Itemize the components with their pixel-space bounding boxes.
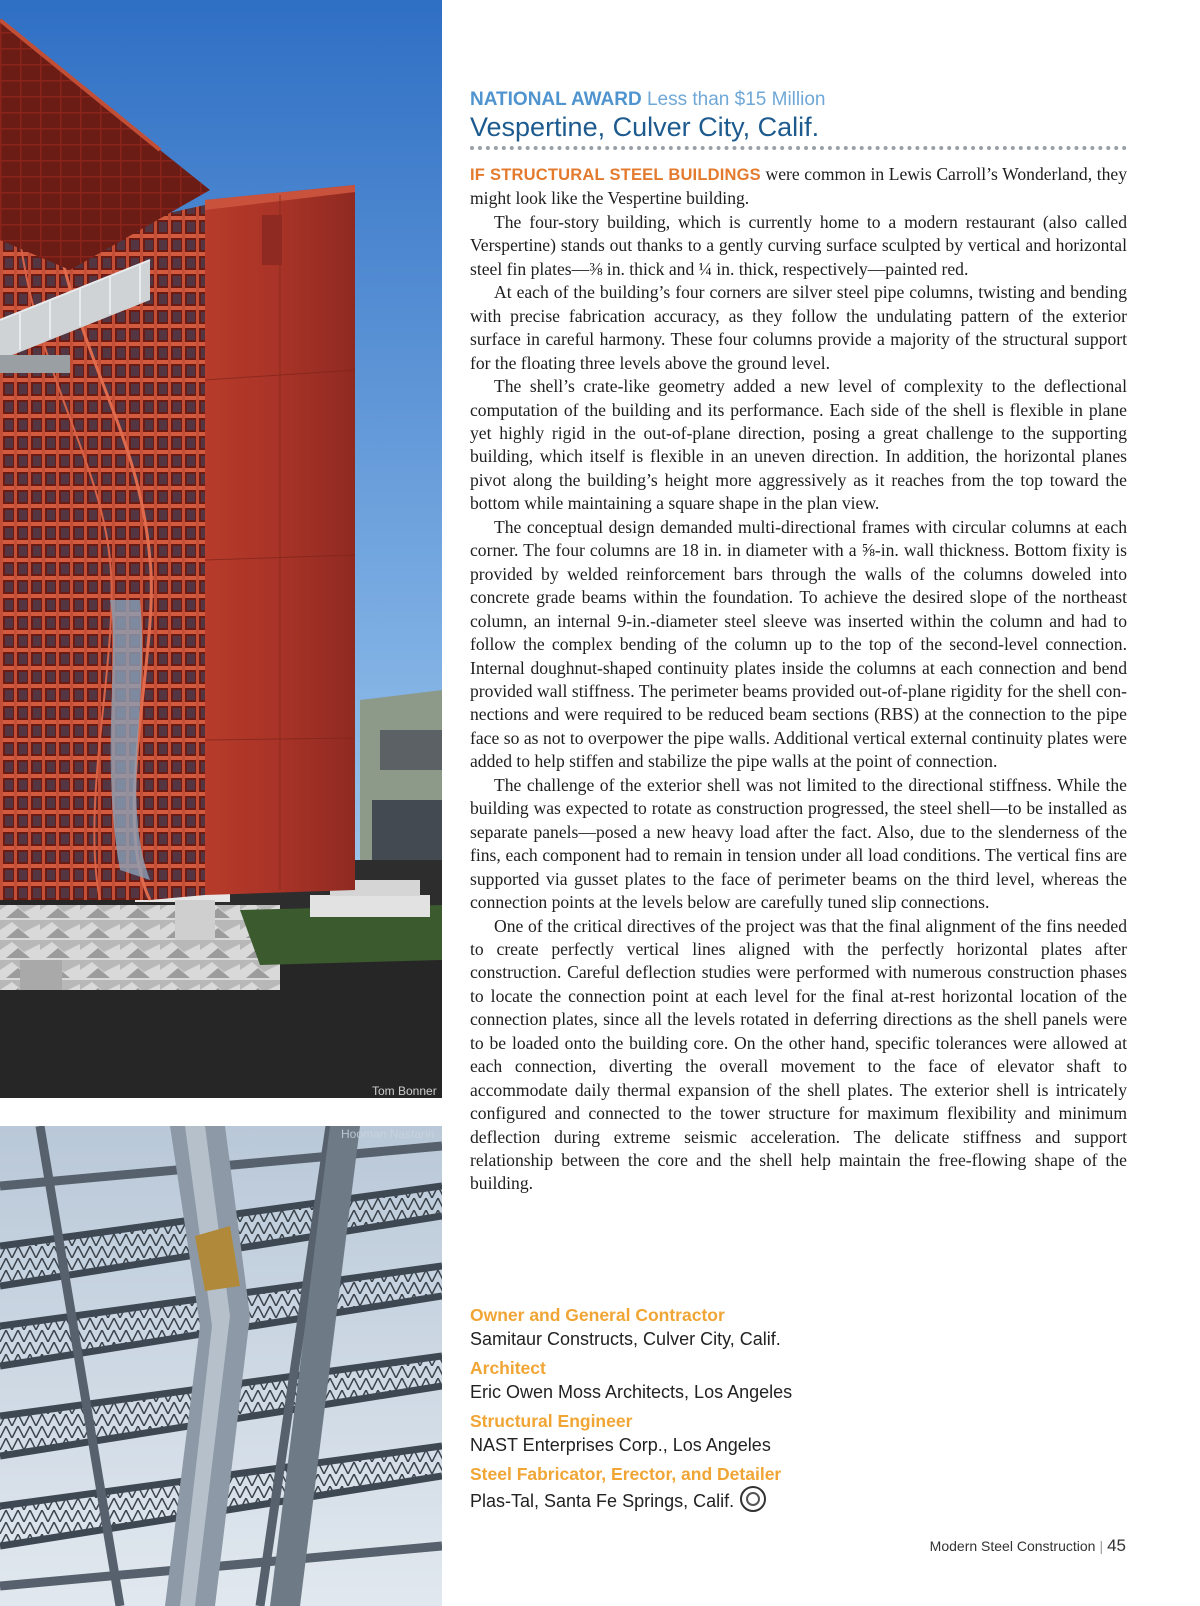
building-photo [0, 0, 442, 1098]
steel-frame-illustration [0, 1126, 442, 1606]
red-building-illustration [0, 0, 442, 1098]
credit-role: Architect [470, 1358, 546, 1378]
paragraph-7: One of the critical directives of the project was that the final alignment of the fins needed to create perfectly vertical lines aligned with the perfectly horizontal plates after construction. Careful deflection studies were performed with numerous construction phases to locate the connection point at each level for the final at-rest horizontal location of the connection plates, since all the levels rotated in deferring directions as the shell panels were to be loaded onto the building core. On the other hand, specific tolerances were allowed at each connection, diverting the overall movement to the face of elevator shaft to accommodate daily thermal expansion of the shell plates. The exterior shell is intricately configured and connected to the tower structure for maximum flexibility and minimum deflection during extreme seismic acceleration. The delicate stiffness and support relationship between the core and the shell help maintain the free-flowing shape of the building. [470, 915, 1127, 1194]
paragraph-text: were common in Lewis Carroll’s Wonderland, they might look like the Vespertine building. [470, 164, 1127, 209]
credit-name: Plas-Tal, Santa Fe Springs, Calif. [470, 1491, 735, 1511]
dotted-divider [470, 146, 1127, 150]
photo-credit-bottom: Hooman Nastarin [341, 1127, 435, 1141]
paragraph-4: The shell’s crate-like geometry added a new level of complexity to the deflectional computation of the building and its performance. Each side of the shell is flexible in plane yet highly rigid in the out-of-plane direction, posing a great challenge to the supporting building, which itself is flexible in an uneven direction. In addition, the horizontal planes pivot along the building’s height more aggressively as it reaches from the top toward the bottom while maintaining a square shape in the plan view. [470, 376, 1127, 514]
credit-role: Structural Engineer [470, 1411, 633, 1431]
project-team [470, 1303, 1127, 1518]
credit-role: Owner and General Contractor [470, 1305, 725, 1325]
credit-name: NAST Enterprises Corp., Los Angeles [470, 1435, 771, 1455]
paragraph-5: The conceptual design demanded multi-directional frames with circular columns at each corner. The four columns are 18 in. in diameter with a ⅝-in. wall thickness. Bottom fixity is provided by welded reinforcement bars through the walls of the columns doweled into concrete grade beams within the foundation. To achieve the desired slope of the northeast column, an internal 9-in.-diameter steel sleeve was inserted within the column and had to follow the complex bending of the column up to the top of the second-level connection. Internal doughnut-shaped continuity plates inside the columns at each connection and bend provided wall stiffness. The perimeter beams provided out-of-plane rigidity for the shell connections and were required to be reduced beam sections (RBS) at the connection to the pipe face so as not to overpower the pipe walls. Additional vertical external continuity plates were added to help stiffen and stabilize the pipe walls at the point of connection. [470, 516, 1127, 772]
paragraph-6: The challenge of the exterior shell was not limited to the directional stiffness. While the building was expected to rotate as construction progressed, the steel shell—to be installed as separate panels—posed a new heavy load after the fact. Also, due to the slenderness of the fins, each component had to remain in tension under all load conditions. The vertical fins are supported via gusset plates to the face of perimeter beams on the third level, whereas the connection points at the levels below are carefully tuned slip connections. [470, 774, 1127, 913]
article-body [470, 163, 1127, 1196]
footer-separator: | [1099, 1538, 1104, 1554]
page-number: 45 [1107, 1536, 1126, 1555]
credit-name: Eric Owen Moss Architects, Los Angeles [470, 1382, 793, 1402]
photo-credit-top: Tom Bonner [372, 1084, 437, 1098]
lead-in: IF STRUCTURAL STEEL BUILDINGS [470, 166, 761, 184]
paragraph-1 [470, 163, 1127, 211]
publication-name: Modern Steel Construction [929, 1538, 1096, 1554]
page-footer [930, 1536, 1126, 1556]
award-category: NATIONAL AWARD [470, 89, 642, 110]
credit-name-row [470, 1486, 1127, 1513]
aisc-member-seal-icon [740, 1486, 766, 1512]
credit-name: Samitaur Constructs, Culver City, Calif. [470, 1329, 781, 1349]
paragraph-3: At each of the building’s four corners are silver steel pipe columns, twisting and bending with precise fabrication accuracy, as they follow the undulating pattern of the exterior surface in careful harmony. These four columns provide a majority of the structural support for the floating three levels above the ground level. [470, 282, 1127, 373]
project-title: Vespertine, Culver City, Calif. [470, 112, 820, 142]
award-budget: Less than $15 Million [646, 89, 826, 110]
paragraph-2: The four-story building, which is currently home to a modern restaurant (also called Verspertine) stands out thanks to a gently curving surface sculpted by vertical and horizontal steel fin plates—⅜ in. thick and ¼ in. thick, respectively—painted red. [470, 211, 1127, 279]
credit-role: Steel Fabricator, Erector, and Detailer [470, 1464, 782, 1484]
steel-frame-photo [0, 1126, 442, 1606]
